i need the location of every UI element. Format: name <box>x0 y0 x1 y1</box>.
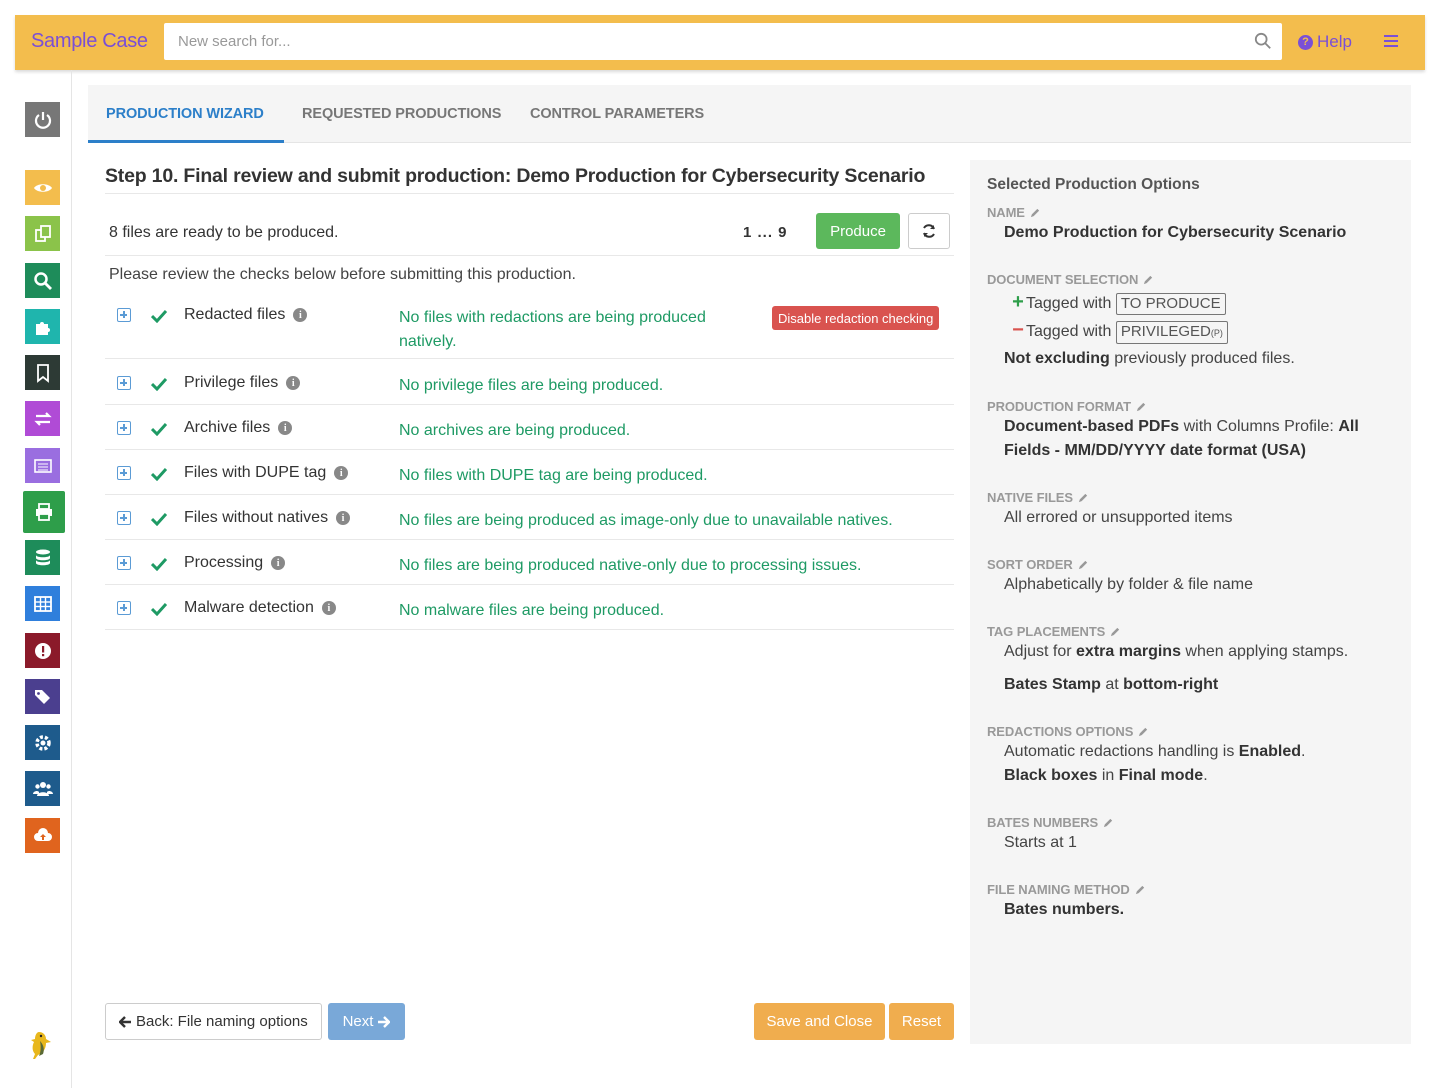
pencil-icon[interactable] <box>1103 817 1114 828</box>
check-message: No archives are being produced. <box>399 422 631 439</box>
arrow-right-icon <box>377 1016 390 1028</box>
sort-order-value: Alphabetically by folder & file name <box>1004 576 1254 593</box>
cloud-upload-icon[interactable] <box>25 818 60 853</box>
info-icon[interactable]: i <box>286 376 300 390</box>
check-label: Privilege files <box>184 374 279 391</box>
minus-icon: − <box>1012 319 1024 341</box>
check-icon <box>151 512 167 526</box>
help-link[interactable]: ? Help <box>1298 32 1352 52</box>
puzzle-icon[interactable] <box>25 309 60 344</box>
tags-icon[interactable] <box>25 679 60 714</box>
pager[interactable]: 1 ... 9 <box>743 224 788 241</box>
next-button[interactable]: Next <box>328 1003 405 1040</box>
info-icon[interactable]: i <box>334 466 348 480</box>
pencil-icon[interactable] <box>1110 626 1121 637</box>
pencil-icon[interactable] <box>1078 559 1089 570</box>
power-icon[interactable] <box>25 102 60 137</box>
check-label: Processing <box>184 554 264 571</box>
question-icon: ? <box>1298 35 1313 50</box>
production-format-value: Document-based PDFs with Columns Profile: All Fields - MM/DD/YYYY date format (USA) <box>1004 418 1359 459</box>
active-tab-indicator <box>88 140 284 143</box>
users-icon[interactable] <box>25 771 60 806</box>
production-name: Demo Production for Cybersecurity Scenario <box>1004 224 1347 241</box>
check-message: No malware files are being produced. <box>399 602 665 619</box>
check-message: No files are being produced as image-only due to unavailable natives. <box>399 512 893 529</box>
check-icon <box>151 602 167 616</box>
canary-logo-icon <box>24 1026 60 1062</box>
reset-button[interactable]: Reset <box>889 1003 954 1040</box>
review-instructions: Please review the checks below before submitting this production. <box>109 266 576 283</box>
eye-icon[interactable] <box>25 170 60 205</box>
produce-button[interactable]: Produce <box>816 213 900 249</box>
plus-icon: + <box>1012 291 1024 313</box>
tag-badge: PRIVILEGED(P) <box>1116 321 1228 344</box>
check-message: No files are being produced native-only due to processing issues. <box>399 557 862 574</box>
pencil-icon[interactable] <box>1136 401 1147 412</box>
native-files-value: All errored or unsupported items <box>1004 509 1233 526</box>
info-icon[interactable]: i <box>271 556 285 570</box>
expand-icon[interactable] <box>117 376 131 390</box>
section-production-format: PRODUCTION FORMAT <box>987 399 1147 414</box>
check-message: No files with DUPE tag are being produced. <box>399 467 708 484</box>
copy-icon[interactable] <box>25 216 60 251</box>
pencil-icon[interactable] <box>1143 274 1154 285</box>
table-icon[interactable] <box>25 586 60 621</box>
tag-placements-value: Adjust for extra margins when applying stamps. <box>1004 643 1349 660</box>
list-icon[interactable] <box>25 448 60 483</box>
sidebar <box>15 70 72 1088</box>
check-message: No files with redactions are being produced natively. <box>399 309 706 350</box>
check-message: No privilege files are being produced. <box>399 377 664 394</box>
check-label: Files without natives <box>184 509 329 526</box>
bookmark-icon[interactable] <box>25 355 60 390</box>
selected-options-panel <box>970 160 1411 1044</box>
section-document-selection: DOCUMENT SELECTION <box>987 272 1154 287</box>
expand-icon[interactable] <box>117 421 131 435</box>
check-icon <box>151 557 167 571</box>
exclusion-note: Not excluding previously produced files. <box>1004 350 1295 367</box>
search-icon[interactable] <box>1254 32 1272 50</box>
check-icon <box>151 309 167 323</box>
ready-count-text: 8 files are ready to be produced. <box>109 224 339 241</box>
pencil-icon[interactable] <box>1135 884 1146 895</box>
bates-numbers-value: Starts at 1 <box>1004 834 1077 851</box>
print-icon[interactable] <box>23 491 65 533</box>
section-name: NAME <box>987 205 1041 220</box>
section-sort-order: SORT ORDER <box>987 557 1089 572</box>
refresh-icon <box>921 223 937 239</box>
check-label: Archive files <box>184 419 271 436</box>
info-icon[interactable]: i <box>293 308 307 322</box>
check-icon <box>151 422 167 436</box>
info-icon[interactable]: i <box>278 421 292 435</box>
disable-redaction-checking-button[interactable]: Disable redaction checking <box>772 306 939 330</box>
tab-control-parameters[interactable]: CONTROL PARAMETERS <box>530 106 705 122</box>
pencil-icon[interactable] <box>1138 726 1149 737</box>
search-icon[interactable] <box>25 263 60 298</box>
expand-icon[interactable] <box>117 466 131 480</box>
arrow-left-icon <box>119 1016 132 1028</box>
gear-icon[interactable] <box>25 725 60 760</box>
tab-production-wizard[interactable]: PRODUCTION WIZARD <box>106 106 264 122</box>
redactions-mode-value: Black boxes in Final mode. <box>1004 767 1208 784</box>
expand-icon[interactable] <box>117 308 131 322</box>
check-label: Redacted files <box>184 306 286 323</box>
expand-icon[interactable] <box>117 601 131 615</box>
info-icon[interactable]: i <box>336 511 350 525</box>
alert-icon[interactable] <box>25 633 60 668</box>
case-name[interactable]: Sample Case <box>31 30 148 52</box>
check-icon <box>151 467 167 481</box>
bates-stamp-value: Bates Stamp at bottom-right <box>1004 676 1219 693</box>
save-and-close-button[interactable]: Save and Close <box>754 1003 885 1040</box>
pencil-icon[interactable] <box>1030 207 1041 218</box>
back-button[interactable]: Back: File naming options <box>105 1003 322 1040</box>
tag-badge: TO PRODUCE <box>1116 293 1226 315</box>
search-box <box>164 23 1282 60</box>
database-icon[interactable] <box>25 540 60 575</box>
exchange-icon[interactable] <box>25 401 60 436</box>
exclude-tag-line: − Tagged with PRIVILEGED(P) <box>1010 320 1228 344</box>
file-naming-value: Bates numbers. <box>1004 901 1125 918</box>
refresh-button[interactable] <box>908 213 950 249</box>
top-bar <box>15 15 1425 70</box>
section-native-files: NATIVE FILES <box>987 490 1089 505</box>
search-input[interactable] <box>164 23 1224 60</box>
check-label: Files with DUPE tag <box>184 464 327 481</box>
section-bates-numbers: BATES NUMBERS <box>987 815 1114 830</box>
section-tag-placements: TAG PLACEMENTS <box>987 624 1121 639</box>
page-title: Step 10. Final review and submit production: Demo Production for Cybersecurity Scenario <box>105 165 926 187</box>
panel-title: Selected Production Options <box>987 176 1200 193</box>
include-tag-line: + Tagged with TO PRODUCE <box>1010 292 1226 316</box>
main-content <box>88 85 1411 1075</box>
check-icon <box>151 377 167 391</box>
check-label: Malware detection <box>184 599 314 616</box>
section-redactions-options: REDACTIONS OPTIONS <box>987 724 1149 739</box>
expand-icon[interactable] <box>117 556 131 570</box>
redactions-handling-value: Automatic redactions handling is Enabled. <box>1004 743 1306 760</box>
pencil-icon[interactable] <box>1078 492 1089 503</box>
info-icon[interactable]: i <box>322 601 336 615</box>
expand-icon[interactable] <box>117 511 131 525</box>
tab-bar <box>88 85 1411 143</box>
tab-requested-productions[interactable]: REQUESTED PRODUCTIONS <box>302 106 502 122</box>
section-file-naming-method: FILE NAMING METHOD <box>987 882 1146 897</box>
menu-icon[interactable] <box>1384 35 1398 48</box>
